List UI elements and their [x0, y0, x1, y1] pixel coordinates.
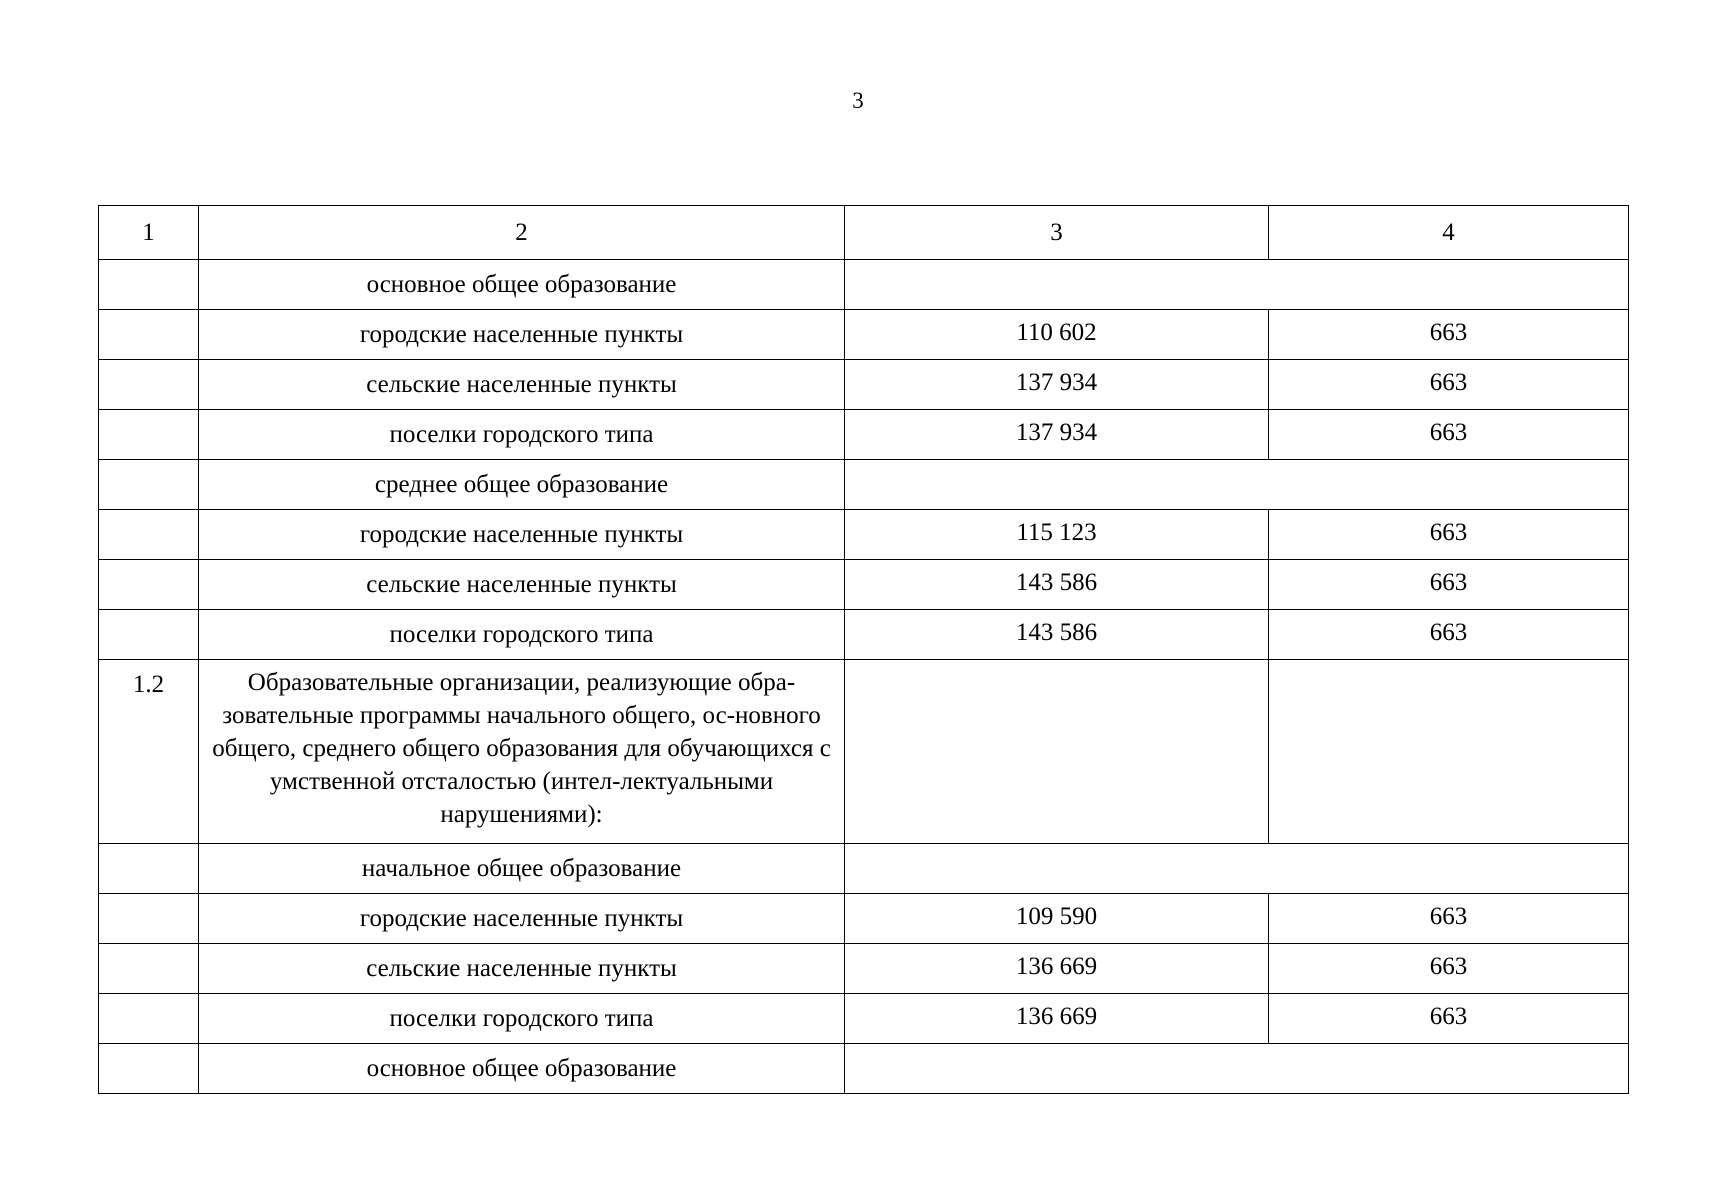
value-cell-col4: 663 — [1269, 994, 1629, 1044]
column-header: 1 — [99, 206, 199, 260]
table-row — [99, 460, 1629, 510]
value-cell-col4 — [1269, 660, 1629, 844]
empty-value-cell — [845, 260, 1629, 310]
value-cell-col3: 143 586 — [845, 610, 1269, 660]
row-label: поселки городского типа — [199, 994, 845, 1044]
table-row — [99, 844, 1629, 894]
value-cell-col3: 109 590 — [845, 894, 1269, 944]
value-cell-col4: 663 — [1269, 610, 1629, 660]
row-number — [99, 894, 199, 944]
value-cell-col3: 143 586 — [845, 560, 1269, 610]
data-table — [98, 205, 1629, 1094]
table-row — [99, 894, 1629, 944]
value-cell-col3: 137 934 — [845, 410, 1269, 460]
value-cell-col3: 136 669 — [845, 994, 1269, 1044]
value-cell-col3 — [845, 660, 1269, 844]
empty-value-cell — [845, 844, 1629, 894]
row-label: городские населенные пункты — [199, 510, 845, 560]
empty-value-cell — [845, 1044, 1629, 1094]
table-row — [99, 310, 1629, 360]
row-number — [99, 560, 199, 610]
value-cell-col4: 663 — [1269, 560, 1629, 610]
value-cell-col3: 110 602 — [845, 310, 1269, 360]
value-cell-col3: 136 669 — [845, 944, 1269, 994]
row-label: сельские населенные пункты — [199, 560, 845, 610]
table-row — [99, 560, 1629, 610]
value-cell-col4: 663 — [1269, 310, 1629, 360]
page-number: 3 — [852, 88, 864, 113]
row-number — [99, 360, 199, 410]
table-row — [99, 1044, 1629, 1094]
value-cell-col4: 663 — [1269, 510, 1629, 560]
row-label: начальное общее образование — [199, 844, 845, 894]
row-label: основное общее образование — [199, 1044, 845, 1094]
value-cell-col4: 663 — [1269, 894, 1629, 944]
table-row — [99, 260, 1629, 310]
value-cell-col4: 663 — [1269, 410, 1629, 460]
column-header: 3 — [845, 206, 1269, 260]
row-number — [99, 510, 199, 560]
row-number — [99, 994, 199, 1044]
row-label: Образовательные организации, реализующие обра-зовательные программы начального общего, ос-новного общего, среднего общего образования для обучающихся с умственной отсталостью (интел-лектуальными нарушениями): — [199, 660, 845, 844]
table-row — [99, 660, 1629, 844]
value-cell-col4: 663 — [1269, 944, 1629, 994]
table-row — [99, 410, 1629, 460]
table-header-row — [99, 206, 1629, 260]
value-cell-col4: 663 — [1269, 360, 1629, 410]
row-number — [99, 944, 199, 994]
row-number — [99, 410, 199, 460]
row-label: городские населенные пункты — [199, 894, 845, 944]
column-header: 2 — [199, 206, 845, 260]
table-row — [99, 994, 1629, 1044]
row-number — [99, 460, 199, 510]
row-label: поселки городского типа — [199, 410, 845, 460]
row-number — [99, 844, 199, 894]
empty-value-cell — [845, 460, 1629, 510]
row-label: поселки городского типа — [199, 610, 845, 660]
row-number — [99, 610, 199, 660]
column-header: 4 — [1269, 206, 1629, 260]
table-row — [99, 610, 1629, 660]
row-label: среднее общее образование — [199, 460, 845, 510]
row-label: сельские населенные пункты — [199, 360, 845, 410]
row-label: городские населенные пункты — [199, 310, 845, 360]
table-row — [99, 510, 1629, 560]
row-label: основное общее образование — [199, 260, 845, 310]
row-number — [99, 310, 199, 360]
table-row — [99, 944, 1629, 994]
row-number — [99, 260, 199, 310]
value-cell-col3: 115 123 — [845, 510, 1269, 560]
row-number — [99, 1044, 199, 1094]
row-label: сельские населенные пункты — [199, 944, 845, 994]
table-row — [99, 360, 1629, 410]
row-number: 1.2 — [99, 660, 199, 844]
value-cell-col3: 137 934 — [845, 360, 1269, 410]
